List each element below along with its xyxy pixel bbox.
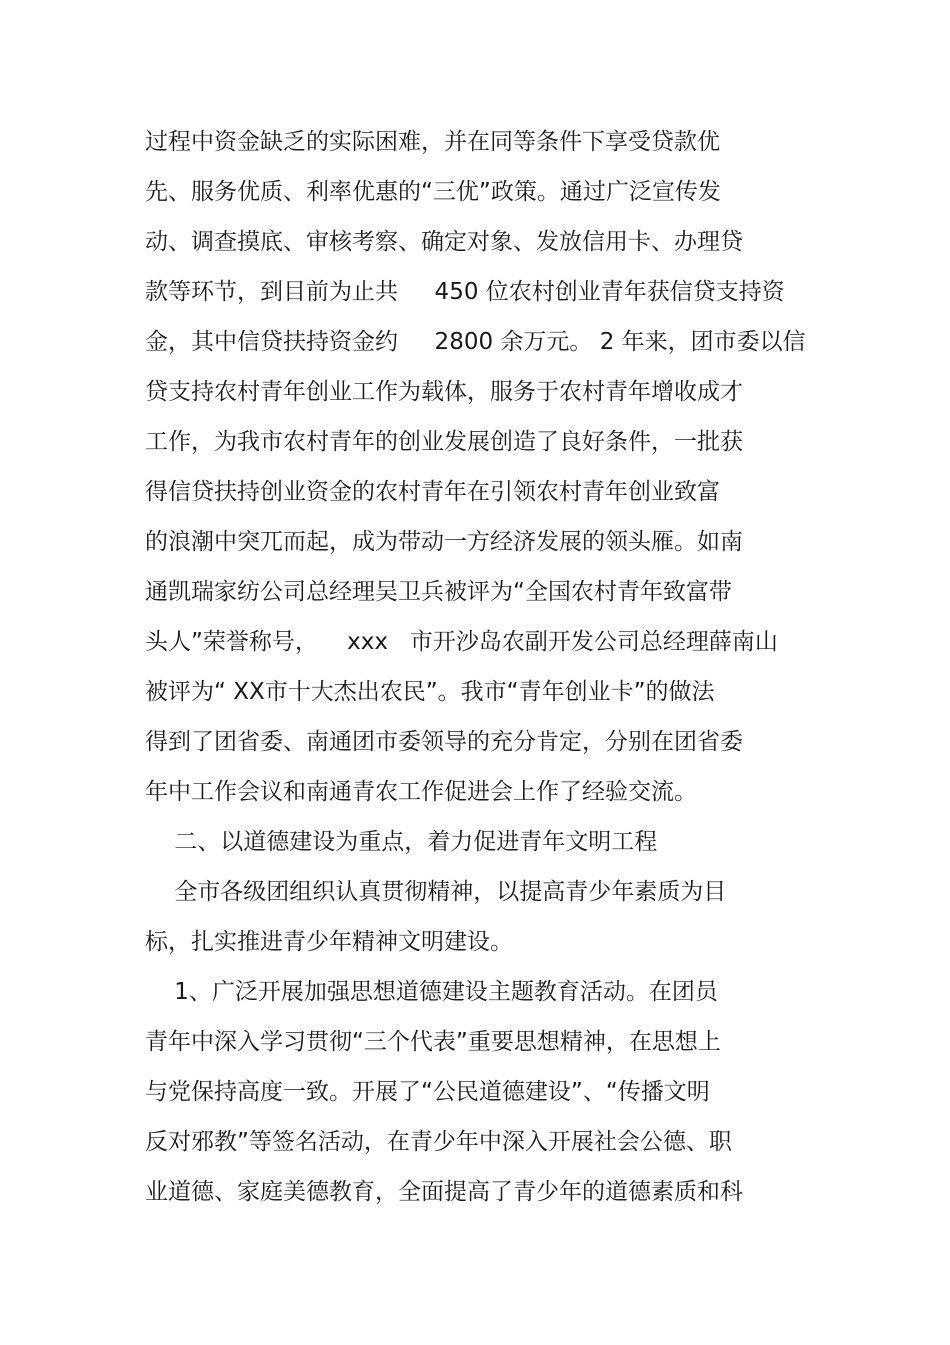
text-line-11: 头人”荣誉称号， xxx 市开沙岛农副开发公司总经理薛南山: [145, 629, 778, 655]
text-line-8: 得信贷扶持创业资金的农村青年在引领农村青年创业致富: [145, 479, 720, 505]
text-line-6: 贷支持农村青年创业工作为载体，服务于农村青年增收成才: [145, 379, 743, 405]
text-line-18: 1、广泛开展加强思想道德建设主题教育活动。在团员: [145, 979, 718, 1005]
text-line-2: 先、服务优质、利率优惠的“三优”政策。通过广泛宣传发: [145, 179, 721, 205]
text-line-22: 业道德、家庭美德教育，全面提高了青少年的道德素质和科: [145, 1179, 743, 1205]
text-line-20: 与党保持高度一致。开展了“公民道德建设”、“传播文明: [145, 1079, 710, 1105]
text-line-16: 全市各级团组织认真贯彻精神，以提高青少年素质为目: [145, 879, 727, 905]
text-line-10: 通凯瑞家纺公司总经理吴卫兵被评为“全国农村青年致富带: [145, 579, 732, 605]
text-line-13: 得到了团省委、南通团市委领导的充分肯定，分别在团省委: [145, 729, 743, 755]
text-line-4: 款等环节，到目前为止共 450 位农村创业青年获信贷支持资: [145, 279, 785, 305]
text-line-19: 青年中深入学习贯彻“三个代表”重要思想精神，在思想上: [145, 1029, 721, 1055]
section-heading: 二、以道德建设为重点，着力促进青年文明工程: [145, 829, 658, 855]
text-line-14: 年中工作会议和南通青农工作促进会上作了经验交流。: [145, 779, 697, 805]
text-line-3: 动、调查摸底、审核考察、确定对象、发放信用卡、办理贷: [145, 229, 743, 255]
text-line-7: 工作，为我市农村青年的创业发展创造了良好条件，一批获: [145, 429, 743, 455]
text-line-12: 被评为“ XX市十大杰出农民”。我市“青年创业卡”的做法: [145, 679, 715, 705]
text-line-9: 的浪潮中突兀而起，成为带动一方经济发展的领头雁。如南: [145, 529, 743, 555]
text-line-17: 标，扎实推进青少年精神文明建设。: [145, 929, 513, 955]
text-line-21: 反对邪教”等签名活动，在青少年中深入开展社会公德、职: [145, 1129, 732, 1155]
text-line-1: 过程中资金缺乏的实际困难，并在同等条件下享受贷款优: [145, 129, 720, 155]
text-line-5: 金，其中信贷扶持资金约 2800 余万元。 2 年来，团市委以信: [145, 329, 806, 355]
